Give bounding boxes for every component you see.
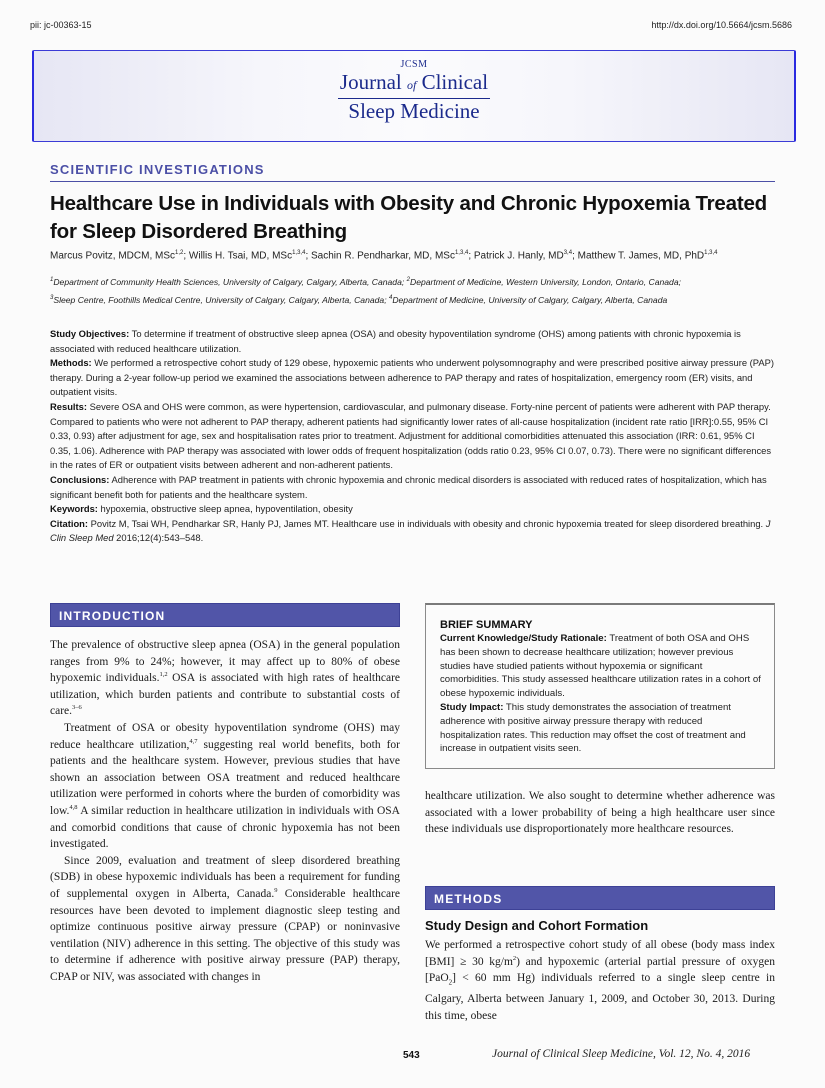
affiliations	[50, 272, 790, 308]
affiliation-ref: 3,4	[563, 250, 573, 256]
journal-logo	[34, 59, 794, 123]
logo-text: Clinical	[416, 70, 489, 94]
abstract-keywords	[50, 502, 775, 517]
journal-abbrev: JCSM	[400, 59, 428, 70]
divider	[50, 181, 775, 182]
paragraph	[50, 853, 400, 986]
author-list: Marcus Povitz, MDCM, MSc$^{1,2}$; Willis H. Tsai, MD, MSc$^{1,3,4}$; Sachin R. Pendharkar, MD, MSc$^{1,3,4}$; Patrick J. Hanly, MD$^{3,4}$; Matthew T. James, MD, PhD$^{1,3,4}$	[50, 250, 718, 262]
subscript: 2	[448, 978, 453, 987]
brief-summary-title: BRIEF SUMMARY	[440, 619, 533, 631]
journal-name-line2: Sleep Medicine	[348, 99, 480, 123]
affiliation-num: 4	[388, 294, 393, 301]
affiliation-ref: 1,3,4	[292, 250, 306, 256]
journal-name-line1	[338, 70, 490, 99]
text: The prevalence of obstructive sleep apnea (OSA) in the general population ranges from 9% to 24%; however, it may affect up to 80% of obese hypoxemic individuals.	[50, 639, 400, 685]
brief-summary-impact	[440, 701, 762, 756]
text: To determine if treatment of obstructive sleep apnea (OSA) and obesity hypoventilation syndrome (OHS) among patients with chronic hypoxemia is associated with reduced healthcare utilization.	[50, 328, 741, 354]
article-title: Healthcare Use in Individuals with Obesity and Chronic Hypoxemia Treated for Sleep Disordered Breathing	[50, 192, 767, 243]
affiliation: Sleep Centre, Foothills Medical Centre, University of Calgary, Calgary, Alberta, Canada;	[53, 294, 389, 305]
author: Patrick J. Hanly, MD	[473, 250, 564, 262]
text: hypoxemia, obstructive sleep apnea, hypoventilation, obesity	[97, 503, 353, 515]
citation-ref[interactable]: 1,2	[159, 671, 168, 679]
affiliation-num: 2	[406, 277, 410, 283]
page-number: 543	[403, 1050, 420, 1061]
methods-body	[425, 937, 775, 1024]
running-footer: Journal of Clinical Sleep Medicine, Vol. 12, No. 4, 2016	[492, 1048, 751, 1060]
text: ) and hypoxemic (arterial partial pressure of oxygen [PaO	[425, 955, 776, 985]
paragraph	[425, 937, 775, 1024]
paragraph	[50, 637, 400, 720]
label: Results:	[50, 400, 87, 412]
text: Treatment of both OSA and OHS has been shown to decrease healthcare utilization; however previous studies have studied patients without hypoxemia or significant comorbidities. This study assessed healthcare utilization rates in a cohort of obese hypoxemic individuals.	[440, 633, 761, 700]
label: Methods:	[50, 357, 92, 369]
text: Adherence with PAP treatment in patients with chronic hypoxemia and chronic medical disorders is associated with reduced rates of hospitalization, which has significant benefit both for patients and the healthcare system.	[50, 473, 767, 500]
introduction-body	[50, 637, 400, 985]
abstract-methods	[50, 356, 775, 400]
affiliation: Department of Medicine, University of Calgary, Calgary, Alberta, Canada	[392, 294, 668, 305]
text: This study demonstrates the association of treatment adherence with positive airway pressure therapy with reduced hospitalization rates. This reduction may offset the cost of treatment and increase in outpatient visits seen.	[440, 701, 746, 755]
text: Considerable healthcare resources have been devoted to implement diagnostic sleep testing and optimize continuous positive airway pressure (CPAP) or noninvasive ventilation (NIV) adherence in this setting. The objective of this study was to determine if adherence with positive airway pressure (PAP) therapy, CPAP or NIV, was associated with changes in	[50, 887, 401, 983]
paragraph: healthcare utilization. We also sought to determine whether adherence was associated with a lower probability of being a high healthcare user since these individuals use disproportionately more healthcare resources.	[425, 790, 775, 836]
label: Keywords:	[50, 503, 98, 515]
label: Citation:	[50, 517, 89, 529]
author: Sachin R. Pendharkar, MD, MSc	[311, 250, 455, 262]
affiliation-ref: 1,3,4	[704, 250, 718, 256]
citation-ref[interactable]: 4,8	[69, 804, 78, 812]
author: Marcus Povitz, MDCM, MSc	[50, 250, 176, 262]
affiliation-num: 3	[50, 294, 54, 301]
journal-abbrev: J Clin Sleep Med	[50, 517, 771, 544]
label: Conclusions:	[50, 473, 110, 485]
author: Matthew T. James, MD, PhD	[577, 250, 705, 262]
text: suggesting real world benefits, both for patients and the healthcare system. However, previous studies that have shown an association between OSA treatment and reduced healthcare utilization were performed in cohorts where the burden of comorbidity was low.	[50, 738, 401, 817]
methods-heading: METHODS	[425, 886, 775, 910]
label: Study Impact:	[440, 701, 504, 713]
text: Povitz M, Tsai WH, Pendharkar SR, Hanly PJ, James MT. Healthcare use in individuals with obesity and chronic hypoxemia treated for sleep disordered breathing.	[88, 517, 766, 529]
affiliation-ref: 1,3,4	[454, 250, 469, 256]
affiliation-num: 1	[50, 277, 54, 283]
journal-banner	[32, 50, 796, 142]
logo-text: Journal	[339, 70, 407, 94]
abstract	[50, 327, 775, 546]
affiliation: Department of Community Health Sciences, University of Calgary, Calgary, Alberta, Canada;	[53, 276, 407, 287]
affiliation-ref: 1,2	[175, 250, 184, 256]
text: 2016;12(4):543–548.	[113, 532, 204, 544]
logo-text-of: of	[406, 78, 417, 92]
affiliation: Department of Medicine, Western University, London, Ontario, Canada;	[409, 276, 681, 287]
text: Severe OSA and OHS were common, as were hypertension, cardiovascular, and pulmonary disease. Forty-nine percent of patients were adherent with PAP therapy. Compared to patients who were not adherent to PAP therapy, adherent patients had significantly lower rates of all-cause hospitalization (incident rate ratio [IRR]:0.55, 95% CI 0.33, 0.93) after adjustment for age, sex and hospitalisation rates prior to treatment. Adjustment for additional comorbidities attenuated this association (IRR: 0.61, 95% CI 0.35, 1.06). Adherence with PAP therapy was associated with lower odds of frequent hospitalization (odds ratio 0.23, 95% CI 0.07, 0.73). There were no significant differences in the rates of ER or outpatient visits between adherent and non-adherent patients.	[50, 400, 772, 471]
brief-summary-rationale	[440, 632, 762, 701]
citation-ref[interactable]: 4,7	[189, 737, 198, 745]
introduction-body-continued	[425, 788, 775, 838]
text: A similar reduction in healthcare utilization in individuals with OSA and comorbid conditions that cause of chronic hypoxemia has not been investigated.	[50, 804, 400, 851]
doi-link[interactable]: http://dx.doi.org/10.5664/jcsm.5686	[651, 20, 792, 30]
methods-subheading: Study Design and Cohort Formation	[425, 918, 649, 933]
text: OSA is associated with high rates of healthcare utilization, which burden patients and contribute to substantial costs of care.	[50, 672, 401, 718]
abstract-results	[50, 400, 775, 473]
label: Current Knowledge/Study Rationale:	[440, 633, 607, 644]
paragraph	[50, 720, 400, 853]
text: ] < 60 mm Hg) individuals referred to a single sleep centre in Calgary, Alberta between January 1, 2009, and October 30, 2013. During this time, obese	[425, 972, 775, 1022]
brief-summary-box	[425, 603, 775, 769]
text: Treatment of OSA or obesity hypoventilation syndrome (OHS) may reduce healthcare utilization,	[50, 721, 400, 751]
author: Willis H. Tsai, MD, MSc	[188, 250, 293, 262]
introduction-heading: INTRODUCTION	[50, 603, 400, 627]
pii-identifier: pii: jc-00363-15	[30, 20, 92, 30]
citation-ref[interactable]: 3–6	[72, 704, 82, 712]
abstract-citation	[50, 517, 775, 546]
text: We performed a retrospective cohort study of 129 obese, hypoxemic patients who underwent polysomnography and were prescribed positive airway pressure (PAP) therapy. During a 2-year follow-up period we examined the associations between adherence to PAP therapy and rates of hospitalization, emergency room (ER) visits, and outpatient visits.	[50, 357, 774, 398]
citation-ref[interactable]: 9	[274, 887, 278, 895]
label: Study Objectives:	[50, 328, 130, 339]
abstract-conclusions	[50, 473, 775, 502]
text: We performed a retrospective cohort study of all obese (body mass index [BMI] ≥ 30 kg/m	[425, 939, 775, 968]
text: Since 2009, evaluation and treatment of sleep disordered breathing (SDB) in obese hypoxemic individuals has been a requirement for funding of supplemental oxygen in Alberta, Canada.	[50, 854, 400, 900]
superscript: 2	[512, 954, 517, 962]
article-section-label: SCIENTIFIC INVESTIGATIONS	[50, 162, 265, 177]
abstract-objectives	[50, 327, 775, 356]
